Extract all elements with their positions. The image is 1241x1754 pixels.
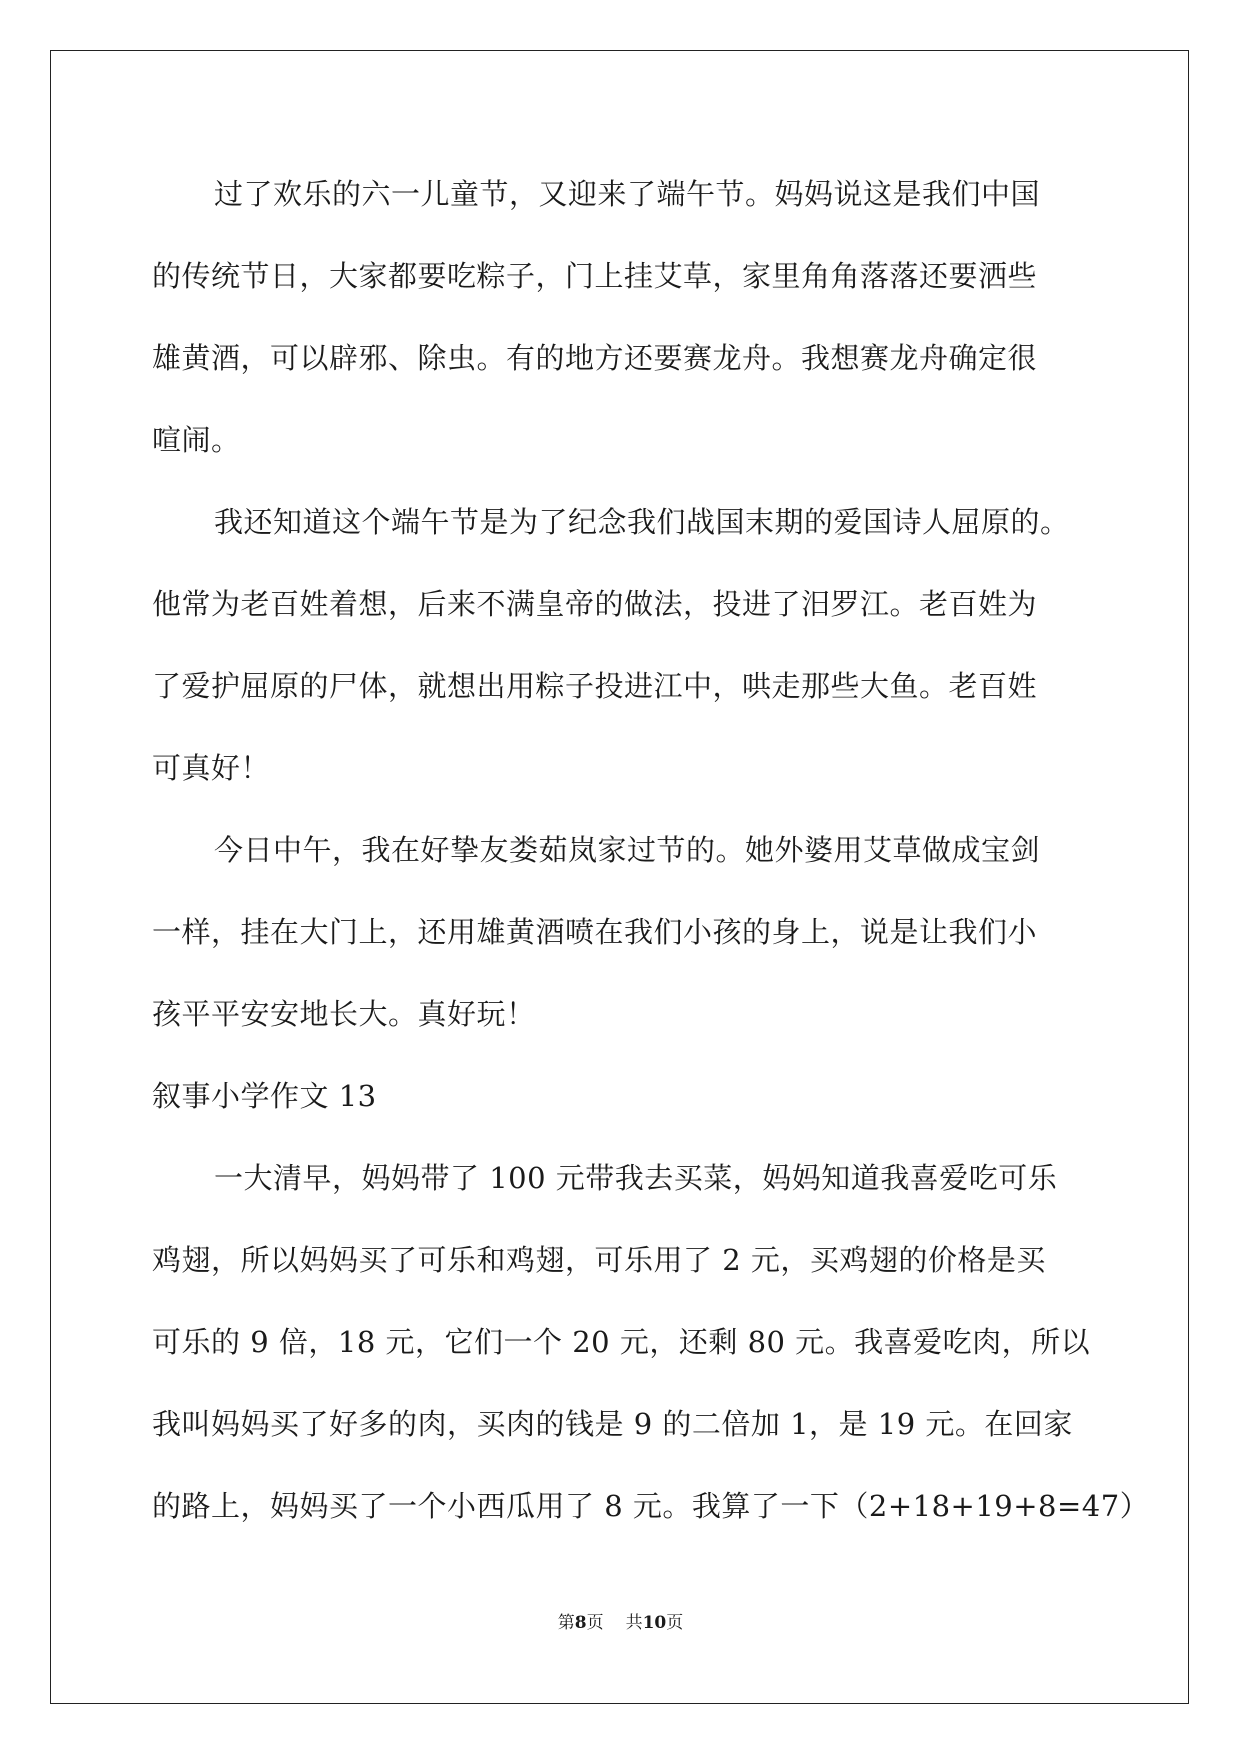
paragraph-line: 他常为老百姓着想，后来不满皇帝的做法，投进了汨罗江。老百姓为 bbox=[152, 587, 1038, 621]
paragraph-line: 鸡翅，所以妈妈买了可乐和鸡翅，可乐用了 2 元，买鸡翅的价格是买 bbox=[152, 1243, 1046, 1277]
document-body bbox=[152, 165, 1150, 1559]
paragraph-line: 雄黄酒，可以辟邪、除虫。有的地方还要赛龙舟。我想赛龙舟确定很 bbox=[152, 341, 1038, 375]
paragraph-line: 可乐的 9 倍，18 元，它们一个 20 元，还剩 80 元。我喜爱吃肉，所以 bbox=[152, 1325, 1091, 1359]
total-page-number: 10 bbox=[642, 1613, 667, 1633]
paragraph-line: 过了欢乐的六一儿童节，又迎来了端午节。妈妈说这是我们中国 bbox=[214, 177, 1041, 211]
paragraph-line: 今日中午，我在好挚友娄茹岚家过节的。她外婆用艾草做成宝剑 bbox=[214, 833, 1041, 867]
paragraph-line: 一样，挂在大门上，还用雄黄酒喷在我们小孩的身上，说是让我们小 bbox=[152, 915, 1038, 949]
page-footer bbox=[0, 1611, 1241, 1635]
section-heading: 叙事小学作文 13 bbox=[152, 1079, 377, 1113]
page-label-prefix: 第 bbox=[557, 1613, 575, 1633]
paragraph-line: 了爱护屈原的尸体，就想出用粽子投进江中，哄走那些大鱼。老百姓 bbox=[152, 669, 1038, 703]
paragraph-line: 喧闹。 bbox=[152, 423, 241, 457]
paragraph-line: 孩平平安安地长大。真好玩！ bbox=[152, 997, 536, 1031]
paragraph-line: 我叫妈妈买了好多的肉，买肉的钱是 9 的二倍加 1，是 19 元。在回家 bbox=[152, 1407, 1073, 1441]
paragraph-line: 我还知道这个端午节是为了纪念我们战国末期的爱国诗人屈原的。 bbox=[214, 505, 1070, 539]
paragraph-line: 一大清早，妈妈带了 100 元带我去买菜，妈妈知道我喜爱吃可乐 bbox=[214, 1161, 1058, 1195]
total-label-suffix: 页 bbox=[666, 1613, 684, 1633]
paragraph-line: 的传统节日，大家都要吃粽子，门上挂艾草，家里角角落落还要洒些 bbox=[152, 259, 1038, 293]
paragraph-line: 的路上，妈妈买了一个小西瓜用了 8 元。我算了一下（2+18+19+8=47） bbox=[152, 1489, 1150, 1523]
total-label-prefix: 共 bbox=[625, 1613, 643, 1633]
current-page-number: 8 bbox=[574, 1613, 587, 1633]
page-label-suffix: 页 bbox=[586, 1613, 604, 1633]
paragraph-line: 可真好！ bbox=[152, 751, 271, 785]
